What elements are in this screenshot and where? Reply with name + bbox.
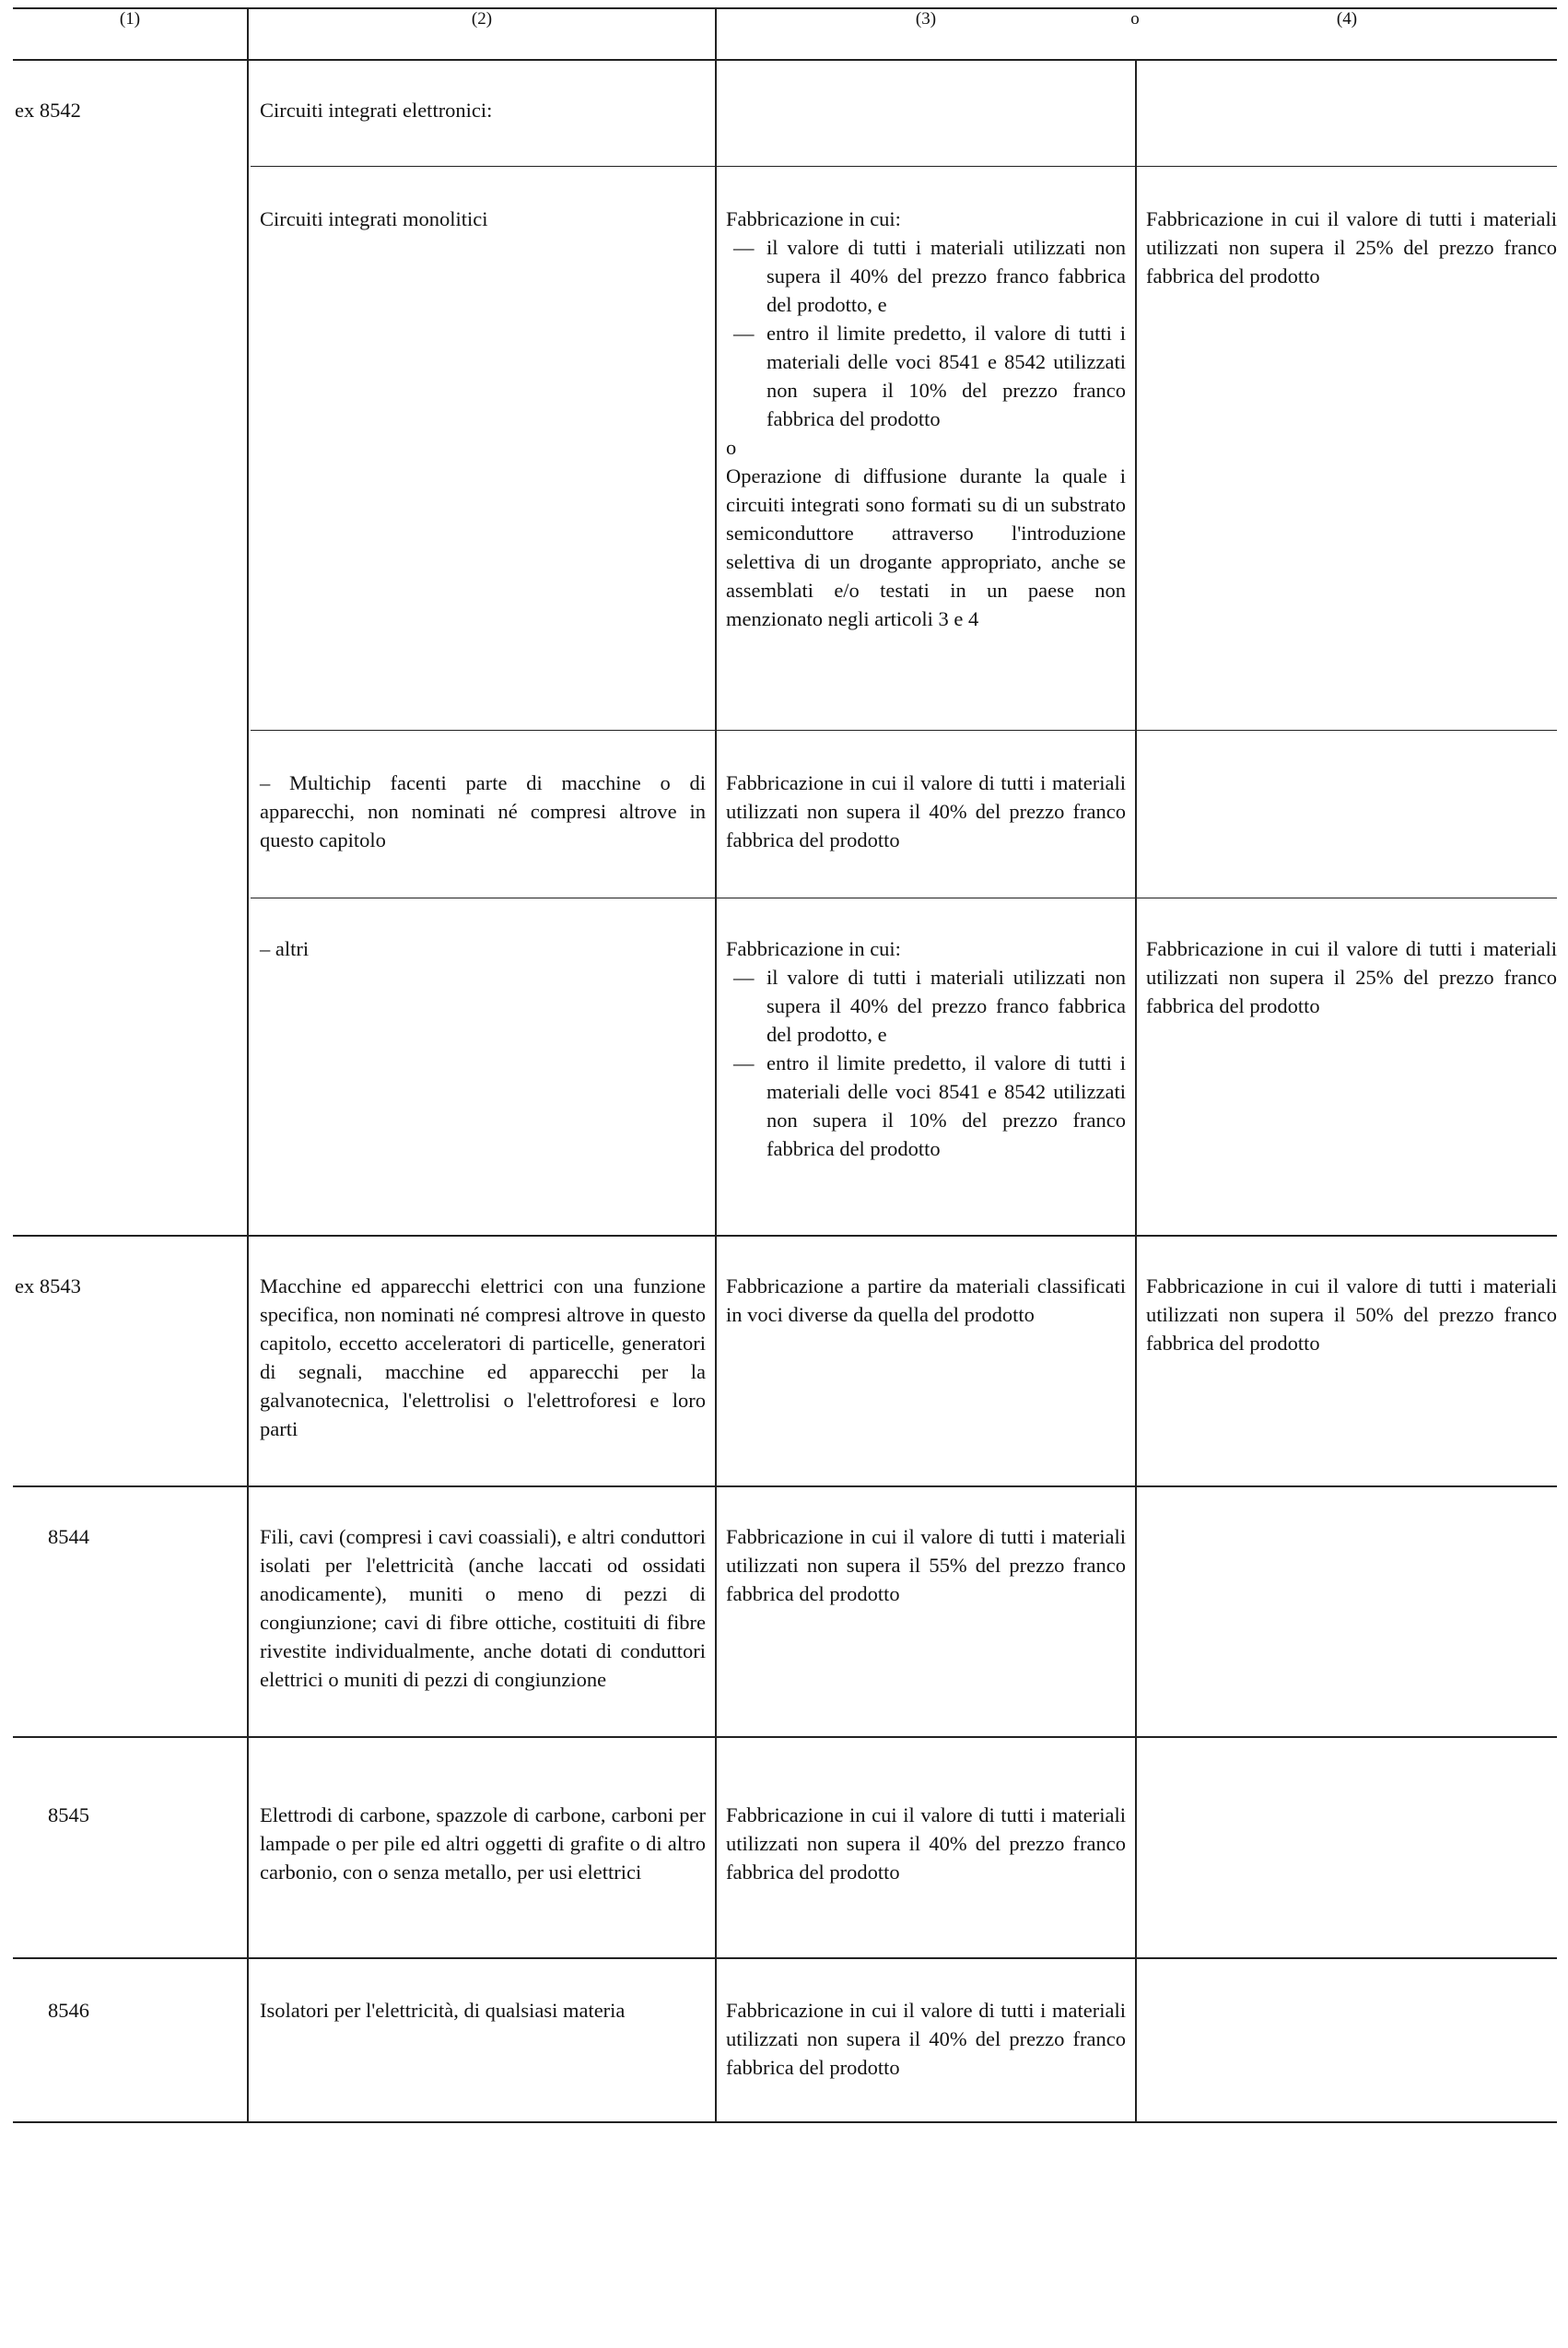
row-rule <box>13 1957 1557 1959</box>
row-rule <box>251 166 1557 167</box>
header-col4: (4) <box>1336 9 1358 29</box>
rule-dash-item: — il valore di tutti i materiali utilizzati non supera il 40% del prezzo franco fabbrica del prodotto, e <box>726 233 1126 319</box>
working-operation-col3: Fabbricazione in cui il valore di tutti i materiali utilizzati non supera il 40% del prezzo franco fabbrica del prodotto <box>726 771 1126 851</box>
row-rule <box>13 1235 1557 1237</box>
working-operation-col3: Fabbricazione in cui il valore di tutti i materiali utilizzati non supera il 40% del prezzo franco fabbrica del prodotto <box>726 1999 1126 2079</box>
heading-description: – Multichip facenti parte di macchine o di apparecchi, non nominati né compresi altrove in questo capitolo <box>260 771 706 851</box>
working-operation-col4: Fabbricazione in cui il valore di tutti i materiali utilizzati non supera il 25% del prezzo franco fabbrica del prodotto <box>1146 207 1557 288</box>
rule-dash-item: — il valore di tutti i materiali utilizzati non supera il 40% del prezzo franco fabbrica del prodotto, e <box>726 963 1126 1049</box>
rule-intro: Fabbricazione in cui: <box>726 937 901 960</box>
working-operation-col3: Fabbricazione a partire da materiali classificati in voci diverse da quella del prodotto <box>726 1274 1126 1326</box>
column-divider-3 <box>1135 59 1137 2123</box>
rule-intro: Fabbricazione in cui: <box>726 207 901 230</box>
working-operation-col4: Fabbricazione in cui il valore di tutti i materiali utilizzati non supera il 25% del prezzo franco fabbrica del prodotto <box>1146 937 1557 1017</box>
header-col3: (3) <box>915 9 937 29</box>
heading-description: Circuiti integrati elettronici: <box>260 99 493 122</box>
working-operation-col3: Fabbricazione in cui il valore di tutti i materiali utilizzati non supera il 55% del prezzo franco fabbrica del prodotto <box>726 1525 1126 1605</box>
heading-code: 8544 <box>48 1525 89 1548</box>
heading-description: Isolatori per l'elettricità, di qualsiasi materia <box>260 1999 626 2022</box>
heading-description: Elettrodi di carbone, spazzole di carbone, carboni per lampade o per pile ed altri oggetti di grafite o di altro carbonio, con o senza metallo, per usi elettrici <box>260 1803 706 1884</box>
row-rule <box>251 730 1557 731</box>
rule-dash-item: — entro il limite predetto, il valore di tutti i materiali delle voci 8541 e 8542 utilizzati non supera il 10% del prezzo franco fabbrica del prodotto <box>726 1049 1126 1163</box>
working-operation-col3: Fabbricazione in cui il valore di tutti i materiali utilizzati non supera il 40% del prezzo franco fabbrica del prodotto <box>726 1803 1126 1884</box>
heading-description: Macchine ed apparecchi elettrici con una funzione specifica, non nominati né compresi altrove in questo capitolo, eccetto acceleratori di particelle, generatori di segnali, macchine ed apparecchi per la galvanotecnica, l'elettrolisi o l'elettroforesi e loro parti <box>260 1274 706 1440</box>
heading-description: Fili, cavi (compresi i cavi coassiali), e altri conduttori isolati per l'elettricità (anche laccati od ossidati anodicamente), muniti o meno di pezzi di congiunzione; cavi di fibre ottiche, costituiti di fibre rivestite individualmente, anche dotati di conduttori elettrici o muniti di pezzi di congiunzione <box>260 1525 706 1691</box>
heading-description: – altri <box>260 937 310 960</box>
heading-code: ex 8543 <box>15 1274 81 1297</box>
header-col2: (2) <box>471 9 493 29</box>
header-rule <box>13 59 1557 61</box>
rule-or: o <box>726 436 737 459</box>
heading-description: Circuiti integrati monolitici <box>260 207 488 230</box>
row-rule <box>13 1736 1557 1738</box>
column-divider-1 <box>247 7 249 2123</box>
table-bottom-rule <box>13 2121 1557 2123</box>
heading-code: 8546 <box>48 1999 89 2022</box>
working-operation-col3 <box>726 205 1126 633</box>
working-operation-col4: Fabbricazione in cui il valore di tutti i materiali utilizzati non supera il 50% del prezzo franco fabbrica del prodotto <box>1146 1274 1557 1355</box>
header-or: o <box>1130 9 1140 29</box>
rule-alternative: Operazione di diffusione durante la quale i circuiti integrati sono formati su di un substrato semiconduttore attraverso l'introduzione selettiva di un drogante appropriato, anche se assemblati e/o testati in un paese non menzionato negli articoli 3 e 4 <box>726 464 1126 630</box>
working-operation-col3 <box>726 934 1126 1163</box>
header-col1: (1) <box>119 9 141 29</box>
column-divider-2 <box>715 7 717 2123</box>
heading-code: ex 8542 <box>15 99 81 122</box>
rule-dash-item: — entro il limite predetto, il valore di tutti i materiali delle voci 8541 e 8542 utilizzati non supera il 10% del prezzo franco fabbrica del prodotto <box>726 319 1126 433</box>
heading-code: 8545 <box>48 1803 89 1826</box>
row-rule <box>13 1485 1557 1487</box>
